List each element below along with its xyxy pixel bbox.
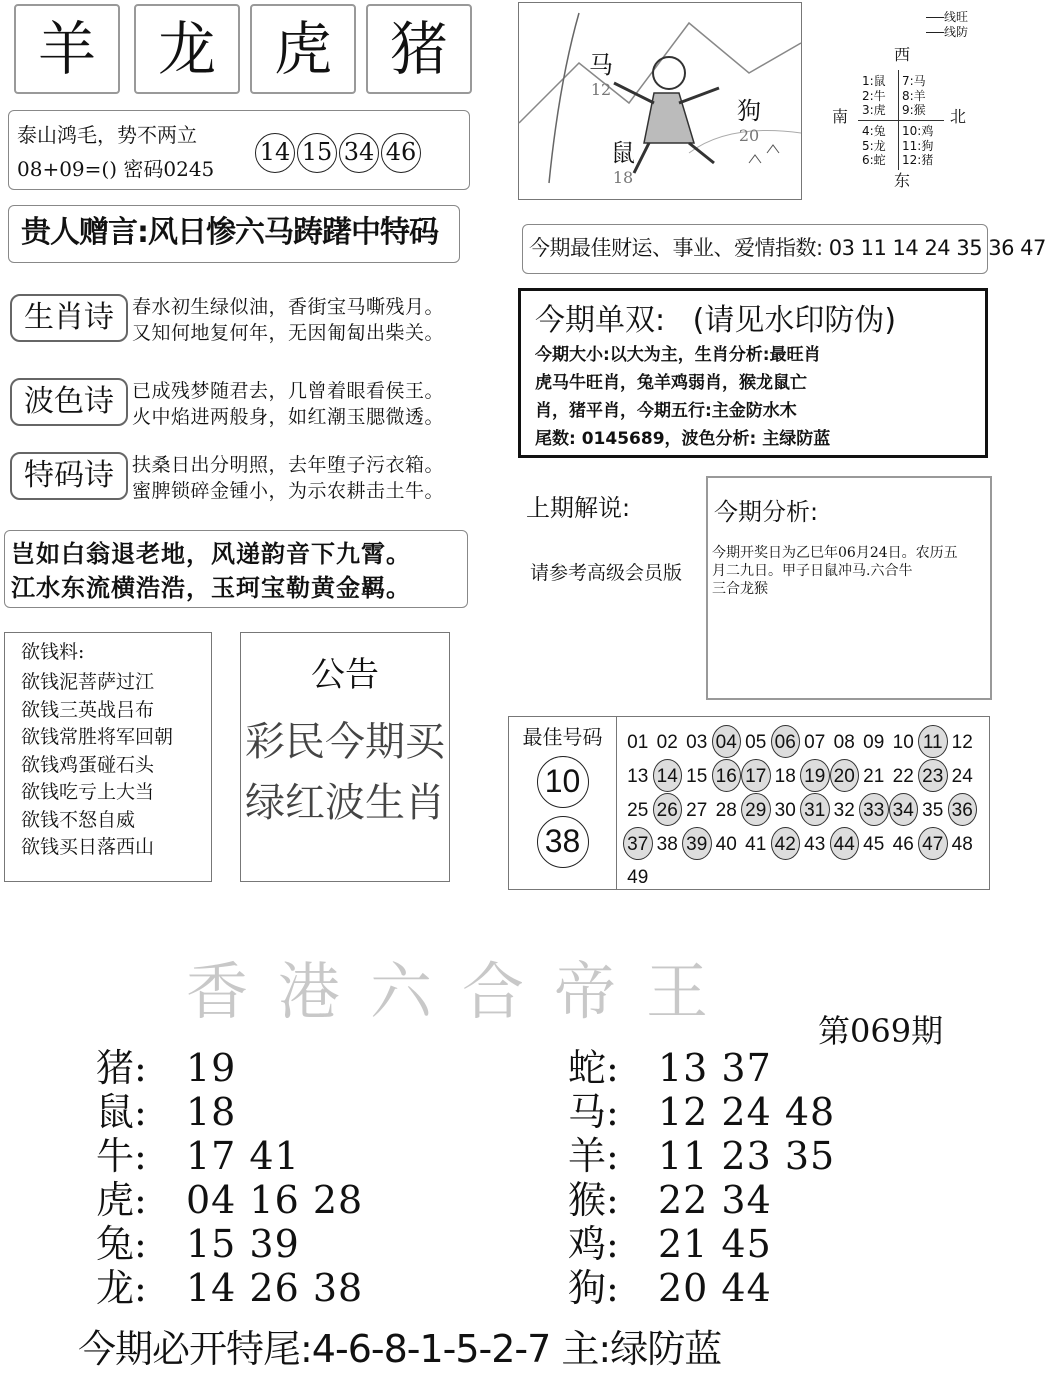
zodiac-row	[568, 1266, 835, 1310]
compass	[830, 8, 990, 198]
riddle-ball: 34	[339, 133, 379, 173]
big-poem-line: 岂如白翁退老地，风递韵音下九霄。	[11, 540, 411, 568]
last-explain-title: 上期解说:	[526, 494, 631, 522]
grid-number: 22	[892, 766, 914, 787]
compass-legend: 线旺 线防	[926, 10, 968, 39]
zodiac-row	[568, 1046, 835, 1090]
poem-zodiac	[132, 294, 444, 346]
odd-even-line: 肖，猪平肖，今期五行:主金防水木	[535, 401, 797, 421]
best-numbers-main	[509, 717, 617, 889]
compass-quad-lb: 4:兔 5:龙 6:蛇	[862, 124, 886, 167]
compass-south: 南	[832, 107, 849, 126]
zodiac-row	[96, 1222, 363, 1266]
grid-number: 21	[863, 766, 885, 787]
zodiac-numbers: 13 37	[658, 1046, 772, 1090]
zodiac-name: 龙:	[96, 1266, 147, 1310]
grid-number-highlighted: 37	[623, 827, 653, 860]
grid-number-highlighted: 23	[918, 759, 948, 792]
zodiac-name: 虎:	[96, 1178, 147, 1222]
zodiac-name: 蛇:	[568, 1046, 619, 1090]
poem-special	[132, 452, 444, 504]
picture-label-rat: 鼠 18	[611, 139, 635, 187]
grid-number-highlighted: 33	[859, 793, 889, 826]
zodiac-row	[568, 1090, 835, 1134]
yuqian-box	[4, 632, 212, 882]
zodiac-numbers: 21 45	[658, 1222, 772, 1266]
poem-line: 蜜脾锁碎金锺小，为示农耕击土牛。	[132, 480, 445, 502]
zodiac-name: 鸡:	[568, 1222, 619, 1266]
odd-even-line: 尾数: 0145689，波色分析: 主绿防蓝	[535, 429, 831, 449]
grid-number-highlighted: 06	[771, 725, 801, 758]
zodiac-numbers: 19	[186, 1046, 237, 1090]
grid-number: 43	[804, 834, 826, 855]
grid-number-highlighted: 19	[800, 759, 830, 792]
compass-hline	[858, 120, 944, 121]
big-poem-line: 江水东流横浩浩，玉珂宝勒黄金羁。	[11, 574, 411, 602]
grid-number: 40	[715, 834, 737, 855]
poem-label-zodiac: 生肖诗	[10, 294, 128, 342]
grid-number: 32	[833, 800, 855, 821]
zodiac-numbers: 22 34	[658, 1178, 772, 1222]
noble-words: 贵人赠言:风日惨六马踌躇中特码	[8, 205, 460, 263]
grid-number-highlighted: 31	[800, 793, 830, 826]
zodiac-name: 猴:	[568, 1178, 619, 1222]
zodiac-numbers: 12 24 48	[658, 1090, 836, 1134]
grid-number: 41	[745, 834, 767, 855]
top-zodiac-4: 猪	[366, 4, 472, 94]
top-zodiac-3: 虎	[250, 4, 356, 94]
zodiac-numbers: 11 23 35	[658, 1134, 836, 1178]
grid-number: 13	[627, 766, 649, 787]
grid-number: 08	[833, 732, 855, 753]
zodiac-name: 羊:	[568, 1134, 619, 1178]
grid-number: 24	[951, 766, 973, 787]
poem-line: 已成残梦随君去，几曾着眼看侯王。	[132, 380, 445, 402]
top-zodiac-1: 羊	[14, 4, 120, 94]
grid-number: 07	[804, 732, 826, 753]
zodiac-numbers: 15 39	[186, 1222, 300, 1266]
odd-even-box	[518, 288, 988, 458]
notice-line-2: 绿红波生肖	[245, 780, 445, 826]
poem-line: 扶桑日出分明照，去年堕子污衣箱。	[132, 454, 445, 476]
yuqian-item: 欲钱三英战吕布	[21, 698, 155, 721]
zodiac-row	[96, 1134, 363, 1178]
zodiac-numbers: 18	[186, 1090, 237, 1134]
zodiac-name: 马:	[568, 1090, 619, 1134]
zodiac-table-left	[96, 1046, 363, 1310]
poem-color	[132, 378, 444, 430]
poem-line: 又知何地复何年，无因匍匐出柴关。	[132, 322, 445, 344]
zodiac-numbers: 17 41	[186, 1134, 300, 1178]
grid-number: 09	[863, 732, 885, 753]
zodiac-row	[96, 1090, 363, 1134]
odd-even-watermark: (请见水印防伪)	[692, 303, 897, 338]
analysis-title: 今期分析:	[714, 498, 819, 526]
analysis-body: 今期开奖日为乙巳年06月24日。农历五 月二九日。甲子日鼠冲马.六合牛 三合龙猴	[712, 545, 958, 597]
zodiac-numbers: 14 26 38	[186, 1266, 364, 1310]
zodiac-row	[568, 1178, 835, 1222]
riddle-ball: 46	[381, 133, 421, 173]
yuqian-list	[21, 669, 173, 862]
grid-number-highlighted: 16	[712, 759, 742, 792]
riddle-box	[8, 110, 470, 190]
riddle-line-1: 泰山鸿毛，势不两立	[17, 123, 197, 147]
yuqian-item: 欲钱鸡蛋碰石头	[21, 753, 155, 776]
number-grid	[623, 725, 983, 894]
best-number-ball: 38	[537, 816, 589, 868]
zodiac-row	[568, 1222, 835, 1266]
riddle-ball: 14	[255, 133, 295, 173]
zodiac-row	[568, 1134, 835, 1178]
grid-number-highlighted: 34	[889, 793, 919, 826]
grid-number: 27	[686, 800, 708, 821]
grid-number-highlighted: 36	[948, 793, 978, 826]
grid-number: 12	[951, 732, 973, 753]
yuqian-item: 欲钱买日落西山	[21, 836, 155, 858]
odd-even-title: 今期单双:	[535, 303, 666, 338]
grid-number: 46	[892, 834, 914, 855]
odd-even-line: 虎马牛旺肖，兔羊鸡弱肖，猴龙鼠亡	[535, 373, 807, 393]
grid-number: 45	[863, 834, 885, 855]
grid-number-highlighted: 47	[918, 827, 948, 860]
odd-even-line: 今期大小:以大为主，生肖分析:最旺肖	[535, 345, 821, 365]
picture-label-dog: 狗 20	[737, 97, 761, 145]
grid-number: 15	[686, 766, 708, 787]
zodiac-numbers: 20 44	[658, 1266, 772, 1310]
big-poem	[4, 530, 468, 608]
zodiac-table-right	[568, 1046, 835, 1310]
compass-north: 北	[950, 107, 967, 126]
grid-number: 18	[774, 766, 796, 787]
picture-box	[518, 2, 802, 200]
grid-number-highlighted: 14	[653, 759, 683, 792]
notice-title: 公告	[311, 655, 379, 695]
best-numbers-box	[508, 716, 990, 890]
zodiac-name: 狗:	[568, 1266, 619, 1310]
zodiac-name: 猪:	[96, 1046, 147, 1090]
zodiac-name: 鼠:	[96, 1090, 147, 1134]
last-explain-body: 请参考高级会员版	[530, 562, 683, 584]
grid-number-highlighted: 39	[682, 827, 712, 860]
notice-box	[240, 632, 450, 882]
top-zodiac-2: 龙	[134, 4, 240, 94]
grid-number: 28	[715, 800, 737, 821]
compass-quad-lt: 1:鼠 2:牛 3:虎	[862, 74, 886, 117]
yuqian-item: 欲钱常胜将军回朝	[21, 726, 174, 748]
yuqian-item: 欲钱泥菩萨过江	[21, 671, 155, 693]
notice-line-1: 彩民今期买	[245, 719, 445, 765]
riddle-line-2: 08+09=() 密码0245	[17, 157, 215, 181]
grid-number-highlighted: 44	[830, 827, 860, 860]
zodiac-row	[96, 1178, 363, 1222]
zodiac-row	[96, 1046, 363, 1090]
analysis-box	[706, 476, 992, 700]
riddle-balls	[255, 133, 421, 173]
grid-number: 03	[686, 732, 708, 753]
grid-number-highlighted: 20	[830, 759, 860, 792]
poem-line: 春水初生绿似油，香街宝马嘶残月。	[132, 296, 445, 318]
picture-label-horse: 马 12	[589, 51, 613, 99]
best-number-ball: 10	[537, 756, 589, 808]
grid-number-highlighted: 29	[741, 793, 771, 826]
grid-number-highlighted: 26	[653, 793, 683, 826]
grid-number: 38	[656, 834, 678, 855]
grid-number: 30	[774, 800, 796, 821]
brand-watermark: 香港六合帝王	[186, 955, 739, 1028]
issue-number: 第069期	[818, 1012, 944, 1050]
zodiac-numbers: 04 16 28	[186, 1178, 364, 1222]
odd-even-heading	[535, 295, 896, 339]
zodiac-row	[96, 1266, 363, 1310]
grid-number-highlighted: 17	[741, 759, 771, 792]
riddle-ball: 15	[297, 133, 337, 173]
grid-number-highlighted: 42	[771, 827, 801, 860]
fortune-index: 今期最佳财运、事业、爱情指数: 03 11 14 24 35 36 47	[522, 224, 988, 274]
special-tail: 今期必开特尾:4-6-8-1-5-2-7 主:绿防蓝	[78, 1327, 722, 1371]
poem-label-color: 波色诗	[10, 378, 128, 426]
compass-east: 东	[894, 171, 911, 190]
grid-number-highlighted: 04	[712, 725, 742, 758]
odd-even-lines	[535, 341, 830, 453]
zodiac-name: 牛:	[96, 1134, 147, 1178]
best-numbers-title: 最佳号码	[522, 725, 603, 749]
compass-west: 西	[894, 45, 911, 64]
yuqian-item: 欲钱吃亏上大当	[21, 781, 155, 803]
grid-number: 01	[627, 732, 649, 753]
grid-number: 35	[922, 800, 944, 821]
compass-quad-rt: 7:马 8:羊 9:猴	[902, 74, 926, 117]
yuqian-title: 欲钱料:	[21, 641, 85, 663]
grid-number: 10	[892, 732, 914, 753]
grid-number: 05	[745, 732, 767, 753]
grid-number-highlighted: 11	[918, 725, 948, 758]
grid-number: 25	[627, 800, 649, 821]
grid-number: 48	[951, 834, 973, 855]
grid-number: 02	[656, 732, 678, 753]
compass-quad-rb: 10:鸡 11:狗 12:猪	[902, 124, 934, 167]
zodiac-name: 兔:	[96, 1222, 147, 1266]
grid-number: 49	[627, 867, 649, 888]
poem-line: 火中焰进两般身，如红潮玉腮微透。	[132, 406, 445, 428]
poem-label-special: 特码诗	[10, 452, 128, 500]
yuqian-item: 欲钱不怒自威	[21, 808, 136, 831]
